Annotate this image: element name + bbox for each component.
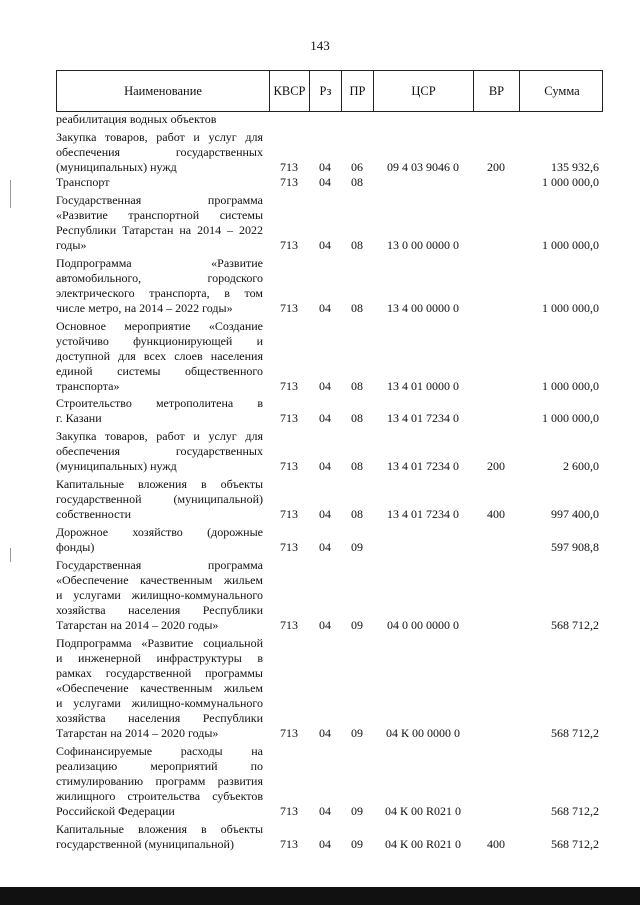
cell-pr: 09 (351, 618, 363, 632)
cell-pr: 08 (351, 379, 363, 393)
row-name-line: транспорта» (56, 379, 120, 393)
row-name-line: Строительство метрополитена в (56, 396, 263, 410)
cell-vr: 400 (487, 507, 505, 521)
cell-pr: 09 (351, 726, 363, 740)
cell-pr: 08 (351, 411, 363, 425)
column-header-vr: ВР (474, 71, 520, 111)
cell-csr: 13 4 01 7234 0 (387, 459, 459, 473)
cell-pr: 09 (351, 540, 363, 554)
row-name-line: Подпрограмма «Развитие социальной (56, 636, 263, 650)
row-name-line: реабилитация водных объектов (56, 112, 217, 126)
cell-sum: 997 400,0 (551, 507, 599, 521)
table-row (56, 396, 603, 426)
row-name-line: государственной (муниципальной) (56, 492, 263, 506)
row-name-line: г. Казани (56, 411, 102, 425)
row-name-line: автомобильного, городского (56, 271, 263, 285)
cell-rz: 04 (319, 726, 331, 740)
row-name-line: «Развитие транспортной системы (56, 208, 263, 222)
column-header-pr: ПР (342, 71, 374, 111)
table-body (56, 112, 603, 852)
cell-vr: 400 (487, 837, 505, 851)
table-header (56, 70, 603, 112)
row-name (56, 636, 269, 741)
cell-pr: 06 (351, 160, 363, 174)
row-name-line: годы» (56, 238, 87, 252)
cell-sum: 1 000 000,0 (542, 411, 599, 425)
row-name-line: реализацию мероприятий по (56, 759, 263, 773)
cell-rz: 04 (319, 238, 331, 252)
column-header-name: Наименование (57, 71, 270, 111)
cell-sum: 568 712,2 (551, 804, 599, 818)
cell-sum: 568 712,2 (551, 837, 599, 851)
cell-csr: 13 0 00 0000 0 (387, 238, 459, 252)
cell-rz: 04 (319, 618, 331, 632)
column-header-sum: Сумма (544, 83, 580, 98)
table-row (56, 525, 603, 555)
row-name-line: Капитальные вложения в объекты (56, 822, 263, 836)
table-row (56, 744, 603, 819)
margin-mark (10, 548, 11, 562)
table-row (56, 822, 603, 852)
cell-rz: 04 (319, 804, 331, 818)
row-name-line: Капитальные вложения в объекты (56, 477, 263, 491)
row-name-line: Государственная программа (56, 558, 263, 572)
cell-kvsr: 713 (280, 160, 298, 174)
row-name (56, 429, 269, 474)
cell-sum: 1 000 000,0 (542, 175, 599, 189)
cell-kvsr: 713 (280, 175, 298, 189)
cell-rz: 04 (319, 160, 331, 174)
page-number: 143 (310, 38, 330, 53)
cell-rz: 04 (319, 459, 331, 473)
row-name-line: доступной для всех слоев населения (56, 349, 263, 363)
row-name-line: обеспечения государственных (56, 444, 263, 458)
cell-vr: 200 (487, 459, 505, 473)
cell-rz: 04 (319, 175, 331, 189)
row-name-line: фонды) (56, 540, 95, 554)
cell-sum: 2 600,0 (563, 459, 599, 473)
cell-kvsr: 713 (280, 301, 298, 315)
row-name-line: Республики Татарстан на 2014 – 2022 (56, 223, 263, 237)
row-name-line: (муниципальных) нужд (56, 160, 177, 174)
row-name (56, 319, 269, 394)
cell-pr: 09 (351, 837, 363, 851)
cell-rz: 04 (319, 540, 331, 554)
cell-csr: 04 К 00 R021 0 (384, 837, 461, 851)
cell-kvsr: 713 (280, 804, 298, 818)
row-name (56, 525, 269, 555)
row-name (56, 256, 269, 316)
row-name-line: обеспечения государственных (56, 145, 263, 159)
cell-kvsr: 713 (280, 459, 298, 473)
table-row (56, 175, 603, 190)
row-name-line: рамках государственной программы (56, 666, 263, 680)
cell-vr: 200 (487, 160, 505, 174)
table-row (56, 477, 603, 522)
cell-csr: 04 К 00 0000 0 (385, 726, 460, 740)
table-row (56, 130, 603, 175)
row-name (56, 744, 269, 819)
cell-kvsr: 713 (280, 507, 298, 521)
cell-csr: 04 К 00 R021 0 (384, 804, 461, 818)
cell-rz: 04 (319, 379, 331, 393)
row-name-line: «Обеспечение качественным жильем (56, 573, 263, 587)
row-name-line: электрического транспорта, в том (56, 286, 263, 300)
cell-rz: 04 (319, 507, 331, 521)
cell-kvsr: 713 (280, 379, 298, 393)
column-header-kvsr: КВСР (270, 71, 310, 111)
row-name (56, 112, 269, 127)
cell-pr: 08 (351, 238, 363, 252)
row-name-line: собственности (56, 507, 132, 521)
cell-sum: 1 000 000,0 (542, 238, 599, 252)
table-row (56, 193, 603, 253)
row-name-line: Татарстан на 2014 – 2020 годы» (56, 726, 219, 740)
row-name (56, 822, 269, 852)
row-name-line: «Обеспечение качественным жильем (56, 681, 263, 695)
row-name-line: Основное мероприятие «Создание (56, 319, 263, 333)
margin-mark (10, 180, 11, 208)
row-name-line: жилищного строительства субъектов (56, 789, 263, 803)
row-name (56, 396, 269, 426)
cell-rz: 04 (319, 301, 331, 315)
cell-rz: 04 (319, 837, 331, 851)
cell-pr: 08 (351, 507, 363, 521)
row-name-line: стимулированию программ развития (56, 774, 263, 788)
cell-csr: 09 4 03 9046 0 (387, 160, 459, 174)
cell-sum: 1 000 000,0 (542, 379, 599, 393)
row-name-line: Транспорт (56, 175, 110, 189)
row-name-line: Закупка товаров, работ и услуг для (56, 429, 263, 443)
row-name-line: государственной (муниципальной) (56, 837, 234, 851)
cell-sum: 568 712,2 (551, 618, 599, 632)
row-name-line: Дорожное хозяйство (дорожные (56, 525, 263, 539)
row-name-line: Софинансируемые расходы на (56, 744, 263, 758)
cell-csr: 13 4 01 7234 0 (387, 507, 459, 521)
row-name-line: хозяйства населения Республики (56, 711, 263, 725)
scan-border (0, 887, 640, 905)
row-name (56, 175, 269, 190)
row-name-line: Закупка товаров, работ и услуг для (56, 130, 263, 144)
table-row (56, 636, 603, 741)
cell-csr: 04 0 00 0000 0 (387, 618, 459, 632)
cell-kvsr: 713 (280, 540, 298, 554)
column-header-rz: Рз (310, 71, 342, 111)
cell-kvsr: 713 (280, 411, 298, 425)
row-name-line: Российской Федерации (56, 804, 175, 818)
cell-csr: 13 4 00 0000 0 (387, 301, 459, 315)
row-name-line: (муниципальных) нужд (56, 459, 177, 473)
cell-rz: 04 (319, 411, 331, 425)
cell-kvsr: 713 (280, 618, 298, 632)
table-row (56, 319, 603, 394)
cell-kvsr: 713 (280, 726, 298, 740)
table-row (56, 429, 603, 474)
cell-sum: 135 932,6 (551, 160, 599, 174)
cell-pr: 09 (351, 804, 363, 818)
row-name-line: и услугами жилищно-коммунального (56, 588, 263, 602)
row-name-line: и инженерной инфраструктуры в (56, 651, 263, 665)
cell-pr: 08 (351, 301, 363, 315)
row-name (56, 193, 269, 253)
cell-csr: 13 4 01 0000 0 (387, 379, 459, 393)
cell-pr: 08 (351, 459, 363, 473)
cell-csr: 13 4 01 7234 0 (387, 411, 459, 425)
cell-kvsr: 713 (280, 238, 298, 252)
row-name (56, 130, 269, 175)
row-name-line: единой системы общественного (56, 364, 263, 378)
row-name-line: Подпрограмма «Развитие (56, 256, 263, 270)
cell-kvsr: 713 (280, 837, 298, 851)
row-name-line: числе метро, на 2014 – 2022 годы» (56, 301, 233, 315)
cell-sum: 1 000 000,0 (542, 301, 599, 315)
row-name-line: хозяйства населения Республики (56, 603, 263, 617)
table-row (56, 112, 603, 127)
cell-sum: 597 908,8 (551, 540, 599, 554)
cell-sum: 568 712,2 (551, 726, 599, 740)
row-name-line: Государственная программа (56, 193, 263, 207)
column-header-csr: ЦСР (374, 71, 474, 111)
table-row (56, 256, 603, 316)
table-row (56, 558, 603, 633)
cell-pr: 08 (351, 175, 363, 189)
row-name (56, 558, 269, 633)
row-name-line: Татарстан на 2014 – 2020 годы» (56, 618, 219, 632)
row-name-line: устойчиво функционирующей и (56, 334, 263, 348)
row-name (56, 477, 269, 522)
row-name-line: и услугами жилищно-коммунального (56, 696, 263, 710)
